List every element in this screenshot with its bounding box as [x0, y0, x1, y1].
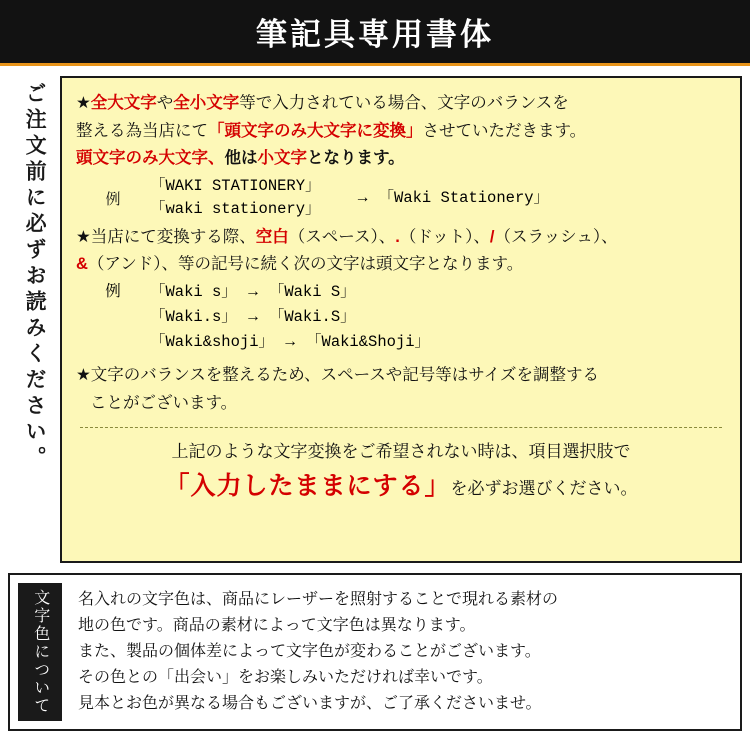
text-color-section — [8, 573, 742, 731]
notice-line-6: ★文字のバランスを整えるため、スペースや記号等はサイズを調整する — [76, 366, 599, 385]
notice-line-4-t1: ★当店にて変換する際、 — [76, 227, 256, 246]
notice-panel — [60, 76, 742, 563]
text-color-line-5: 見本とお色が異なる場合もございますが、ご了承くださいませ。 — [78, 694, 542, 712]
notice-line-4-em1: 空白 — [255, 227, 289, 246]
notice-line-2-em: 「頭文字のみ大文字に変換」 — [208, 121, 423, 140]
vertical-side-note — [8, 76, 60, 563]
closing-emphasis: 「入力したままにする」 — [164, 471, 451, 500]
notice-line-4 — [76, 224, 726, 251]
closing-line-2-tail: を必ずお選びください。 — [450, 478, 638, 498]
notice-paragraph-1 — [76, 90, 726, 172]
vertical-side-note-label: ご注文前に必ずお読みください。 — [23, 82, 47, 472]
text-color-tab — [18, 583, 62, 721]
example-2-arrow-2: → — [244, 307, 261, 325]
example-1-label: 例 — [105, 190, 121, 208]
page-title: 筆記具専用書体 — [256, 17, 494, 52]
divider — [80, 427, 722, 428]
example-1-output: 「Waki Stationery」 — [378, 188, 550, 207]
example-1-input-column — [150, 175, 321, 222]
notice-line-5-em: & — [76, 255, 88, 274]
notice-line-2-t2: させていただきます。 — [422, 121, 587, 140]
text-color-line-2: 地の色です。商品の素材によって文字色は異なります。 — [78, 616, 476, 634]
text-color-tab-label: 文字色について — [31, 589, 49, 715]
notice-line-1-em2: 全小文字 — [173, 94, 240, 112]
closing-line-2 — [76, 466, 726, 502]
notice-line-1-star: ★ — [76, 94, 91, 112]
notice-line-1-t2: 等で入力されている場合、文字のバランスを — [239, 94, 569, 112]
example-2-row-1 — [76, 280, 726, 305]
notice-paragraph-2 — [76, 224, 726, 278]
closing-line-1: 上記のような文字変換をご希望されない時は、項目選択肢で — [171, 441, 631, 461]
text-color-line-4: その色との「出会い」をお楽しみいただければ幸いです。 — [78, 668, 493, 686]
page-header — [0, 0, 750, 66]
example-2-label: 例 — [105, 283, 121, 301]
notice-line-2-t1: 整える為当店にて — [76, 121, 208, 140]
example-2-row-2 — [76, 305, 726, 330]
notice-line-1-em1: 全大文字 — [90, 94, 157, 112]
text-color-line-3: また、製品の個体差によって文字色が変わることがございます。 — [78, 642, 541, 660]
notice-line-3-t2: となります。 — [307, 149, 405, 168]
example-2-arrow-1: → — [244, 283, 261, 301]
notice-line-3-t1: 他は — [224, 149, 258, 168]
notice-section — [0, 66, 750, 563]
example-2-input-1: 「Waki s」 — [150, 283, 237, 302]
notice-line-5 — [76, 251, 726, 278]
notice-line-1 — [76, 90, 726, 117]
notice-paragraph-3 — [76, 362, 726, 416]
text-color-body — [62, 575, 740, 729]
example-2-arrow-3: → — [282, 332, 299, 350]
notice-line-3-em2: 小文字 — [257, 149, 307, 168]
example-2-output-1: 「Waki S」 — [268, 283, 356, 302]
example-2-output-3: 「Waki&Shoji」 — [306, 333, 431, 352]
notice-line-4-t4: （スラッシュ）、 — [494, 227, 618, 246]
text-color-line-1: 名入れの文字色は、商品にレーザーを照射することで現れる素材の — [78, 591, 559, 608]
notice-line-2 — [76, 118, 726, 145]
example-1-input-2: 「waki stationery」 — [150, 200, 321, 219]
example-1-arrow: → — [354, 189, 371, 207]
notice-line-4-em2: . — [395, 227, 400, 246]
example-2-row-3 — [76, 330, 726, 355]
notice-line-4-t2: （スペース）、 — [288, 227, 396, 246]
notice-line-5-t: （アンド）、等の記号に続く次の文字は頭文字となります。 — [87, 255, 524, 274]
notice-line-7: ことがございます。 — [90, 394, 238, 413]
notice-line-3-em1: 頭文字のみ大文字、 — [76, 149, 225, 168]
example-block-1 — [76, 175, 726, 222]
notice-line-3 — [76, 145, 726, 172]
notice-line-4-em3: / — [489, 227, 495, 246]
notice-line-4-t3: （ドット）、 — [399, 227, 490, 246]
example-2-input-2: 「Waki.s」 — [150, 308, 237, 327]
example-2-input-3: 「Waki&shoji」 — [150, 333, 275, 352]
example-1-input-1: 「WAKI STATIONERY」 — [150, 177, 321, 196]
example-block-2 — [76, 280, 726, 354]
notice-line-1-t1: や — [156, 94, 174, 112]
example-2-output-2: 「Waki.S」 — [268, 308, 356, 327]
